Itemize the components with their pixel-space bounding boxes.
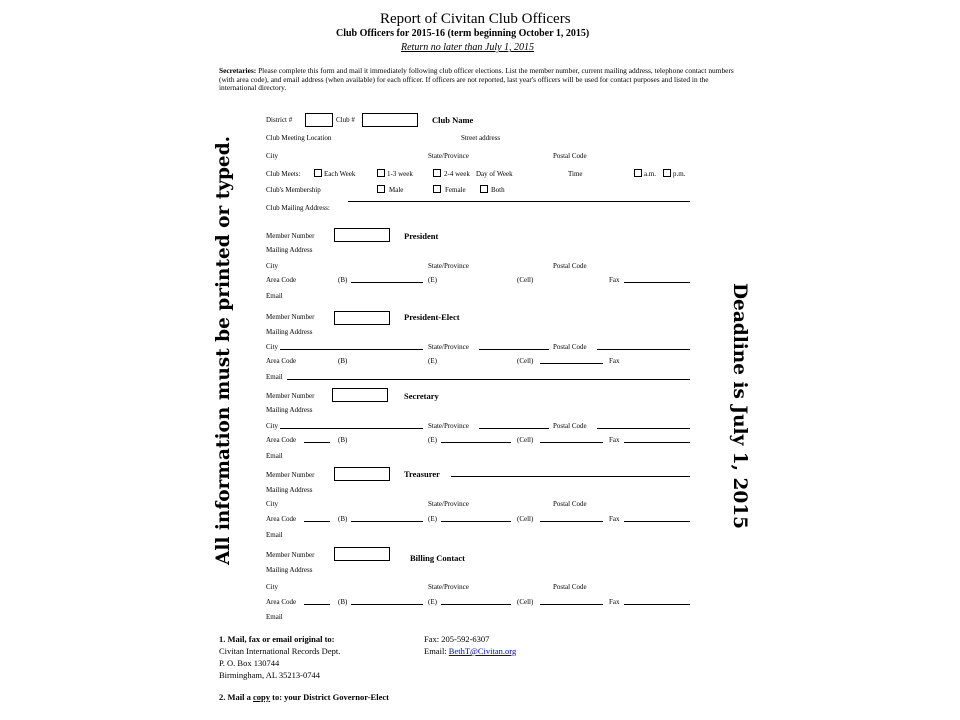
phone-cell-label: (Cell) xyxy=(517,436,534,444)
phone-e-line[interactable] xyxy=(441,604,511,605)
email-label: Email xyxy=(266,292,283,300)
member-number-label: Member Number xyxy=(266,232,315,240)
phone-e-label: (E) xyxy=(428,357,437,365)
return-deadline: Return no later than July 1, 2015 xyxy=(401,42,535,53)
phone-cell-label: (Cell) xyxy=(517,515,534,523)
city-line[interactable] xyxy=(280,428,423,429)
state-label: State/Province xyxy=(428,422,469,430)
city-label: City xyxy=(266,343,279,351)
address-line-2: P. O. Box 130744 xyxy=(219,658,280,668)
phone-e-line[interactable] xyxy=(441,521,511,522)
city-line[interactable] xyxy=(280,349,423,350)
city-label: City xyxy=(266,583,279,591)
fax-label: Fax xyxy=(609,515,620,523)
fax-line[interactable] xyxy=(624,604,690,605)
club-state-label: State/Province xyxy=(428,152,469,160)
member-number-input[interactable] xyxy=(334,311,390,325)
step-2-label: 2. Mail a copy to: your District Governor-Elect xyxy=(219,692,389,702)
email-link[interactable]: BethT@Civitan.org xyxy=(448,646,517,656)
officer-title: President-Elect xyxy=(404,312,460,322)
week-1-3-checkbox[interactable] xyxy=(377,169,385,177)
male-label: Male xyxy=(389,186,404,194)
fax-line[interactable] xyxy=(624,521,690,522)
area-code-label: Area Code xyxy=(266,515,297,523)
postal-label: Postal Code xyxy=(553,262,587,270)
member-number-input[interactable] xyxy=(334,467,390,481)
address-line-3: Birmingham, AL 35213-0744 xyxy=(219,670,320,680)
area-code-label: Area Code xyxy=(266,357,297,365)
area-code-line[interactable] xyxy=(304,521,330,522)
treasurer-name-line[interactable] xyxy=(451,476,690,477)
area-code-line[interactable] xyxy=(304,604,330,605)
intro-paragraph xyxy=(219,67,744,93)
email-label: Email xyxy=(266,531,283,539)
phone-cell-line[interactable] xyxy=(540,363,603,364)
email-contact-label: Email: xyxy=(424,646,447,656)
member-number-input[interactable] xyxy=(334,228,390,242)
club-name-label: Club Name xyxy=(432,115,474,125)
street-address-label: Street address xyxy=(461,134,501,142)
club-number-input[interactable] xyxy=(362,113,418,127)
state-label: State/Province xyxy=(428,262,469,270)
city-label: City xyxy=(266,262,279,270)
deadline-notice: Deadline is July 1, 2015 xyxy=(729,283,750,530)
phone-e-label: (E) xyxy=(428,436,437,444)
club-city-label: City xyxy=(266,152,279,160)
phone-b-label: (B) xyxy=(338,436,348,444)
phone-cell-line[interactable] xyxy=(540,442,603,443)
postal-line[interactable] xyxy=(597,349,690,350)
week-2-4-label: 2-4 week xyxy=(444,170,470,178)
postal-label: Postal Code xyxy=(553,343,587,351)
form-title: Report of Civitan Club Officers xyxy=(380,11,571,27)
phone-cell-line[interactable] xyxy=(540,604,603,605)
postal-label: Postal Code xyxy=(553,500,587,508)
mailing-address-label: Mailing Address xyxy=(266,406,313,414)
printed-notice: All information must be printed or typed. xyxy=(213,135,234,565)
fax-label: Fax xyxy=(609,436,620,444)
female-label: Female xyxy=(445,186,466,194)
each-week-checkbox[interactable] xyxy=(314,169,322,177)
both-checkbox[interactable] xyxy=(480,185,488,193)
city-label: City xyxy=(266,422,279,430)
club-meets-label: Club Meets: xyxy=(266,170,301,178)
phone-b-label: (B) xyxy=(338,357,348,365)
fax-line[interactable] xyxy=(624,282,690,283)
city-label: City xyxy=(266,500,279,508)
area-code-label: Area Code xyxy=(266,276,297,284)
club-mailing-line[interactable] xyxy=(348,201,690,202)
phone-cell-label: (Cell) xyxy=(517,276,534,284)
area-code-label: Area Code xyxy=(266,436,297,444)
member-number-label: Member Number xyxy=(266,392,315,400)
address-line-1: Civitan International Records Dept. xyxy=(219,646,341,656)
phone-e-line[interactable] xyxy=(441,442,511,443)
day-of-week-label: Day of Week xyxy=(476,170,513,178)
member-number-label: Member Number xyxy=(266,551,315,559)
email-label: Email xyxy=(266,373,283,381)
phone-b-label: (B) xyxy=(338,598,348,606)
phone-b-label: (B) xyxy=(338,515,348,523)
phone-b-line[interactable] xyxy=(351,521,423,522)
am-label: a.m. xyxy=(644,170,657,178)
form-subtitle: Club Officers for 2015-16 (term beginning October 1, 2015) xyxy=(336,28,590,39)
state-label: State/Province xyxy=(428,343,469,351)
state-label: State/Province xyxy=(428,583,469,591)
area-code-label: Area Code xyxy=(266,598,297,606)
phone-cell-label: (Cell) xyxy=(517,598,534,606)
state-line[interactable] xyxy=(479,428,549,429)
phone-b-line[interactable] xyxy=(351,604,423,605)
member-number-input[interactable] xyxy=(334,547,390,561)
female-checkbox[interactable] xyxy=(433,185,441,193)
member-number-label: Member Number xyxy=(266,313,315,321)
step-1-label: 1. Mail, fax or email original to: xyxy=(219,634,335,644)
phone-e-label: (E) xyxy=(428,598,437,606)
membership-label: Club's Membership xyxy=(266,186,321,194)
email-label: Email xyxy=(266,613,283,621)
intro-text: Please complete this form and mail it immediately following club officer elections. List the member number, current mailing address, telephone contact numbers (with area code), and email address (when available) for each officer. If officers are not reported, last year's officers will be used for contact purposes and listed in the international directory. xyxy=(219,66,734,93)
mailing-address-label: Mailing Address xyxy=(266,328,313,336)
both-label: Both xyxy=(491,186,505,194)
email-line[interactable] xyxy=(287,379,690,380)
intro-lead: Secretaries: xyxy=(219,66,257,75)
mailing-address-label: Mailing Address xyxy=(266,486,313,494)
week-1-3-label: 1-3 week xyxy=(387,170,413,178)
officer-title: President xyxy=(404,231,439,241)
week-2-4-checkbox[interactable] xyxy=(433,169,441,177)
phone-e-label: (E) xyxy=(428,276,437,284)
state-label: State/Province xyxy=(428,500,469,508)
postal-line[interactable] xyxy=(597,428,690,429)
club-mailing-label: Club Mailing Address: xyxy=(266,204,330,212)
fax-line[interactable] xyxy=(624,442,690,443)
officer-title: Secretary xyxy=(404,391,439,401)
time-label: Time xyxy=(568,170,583,178)
phone-b-line[interactable] xyxy=(351,282,423,283)
each-week-label: Each Week xyxy=(324,170,356,178)
district-label: District # xyxy=(266,116,293,124)
postal-label: Postal Code xyxy=(553,583,587,591)
phone-b-label: (B) xyxy=(338,276,348,284)
officer-title: Treasurer xyxy=(404,469,440,479)
phone-cell-line[interactable] xyxy=(540,521,603,522)
mailing-address-label: Mailing Address xyxy=(266,566,313,574)
fax-label: Fax xyxy=(609,598,620,606)
am-checkbox[interactable] xyxy=(634,169,642,177)
pm-label: p.m. xyxy=(673,170,686,178)
officer-title: Billing Contact xyxy=(410,553,466,563)
club-number-label: Club # xyxy=(336,116,355,124)
email-label: Email xyxy=(266,452,283,460)
state-line[interactable] xyxy=(479,349,549,350)
mailing-address-label: Mailing Address xyxy=(266,246,313,254)
member-number-label: Member Number xyxy=(266,471,315,479)
male-checkbox[interactable] xyxy=(377,185,385,193)
fax-label: Fax xyxy=(609,276,620,284)
postal-label: Postal Code xyxy=(553,422,587,430)
pm-checkbox[interactable] xyxy=(663,169,671,177)
club-postal-label: Postal Code xyxy=(553,152,587,160)
area-code-line[interactable] xyxy=(304,442,330,443)
fax-number: Fax: 205-592-6307 xyxy=(424,634,490,644)
phone-cell-label: (Cell) xyxy=(517,357,534,365)
district-input[interactable] xyxy=(305,113,333,127)
meeting-location-label: Club Meeting Location xyxy=(266,134,332,142)
member-number-input[interactable] xyxy=(332,388,388,402)
email-contact xyxy=(424,646,516,656)
phone-e-label: (E) xyxy=(428,515,437,523)
fax-label: Fax xyxy=(609,357,620,365)
